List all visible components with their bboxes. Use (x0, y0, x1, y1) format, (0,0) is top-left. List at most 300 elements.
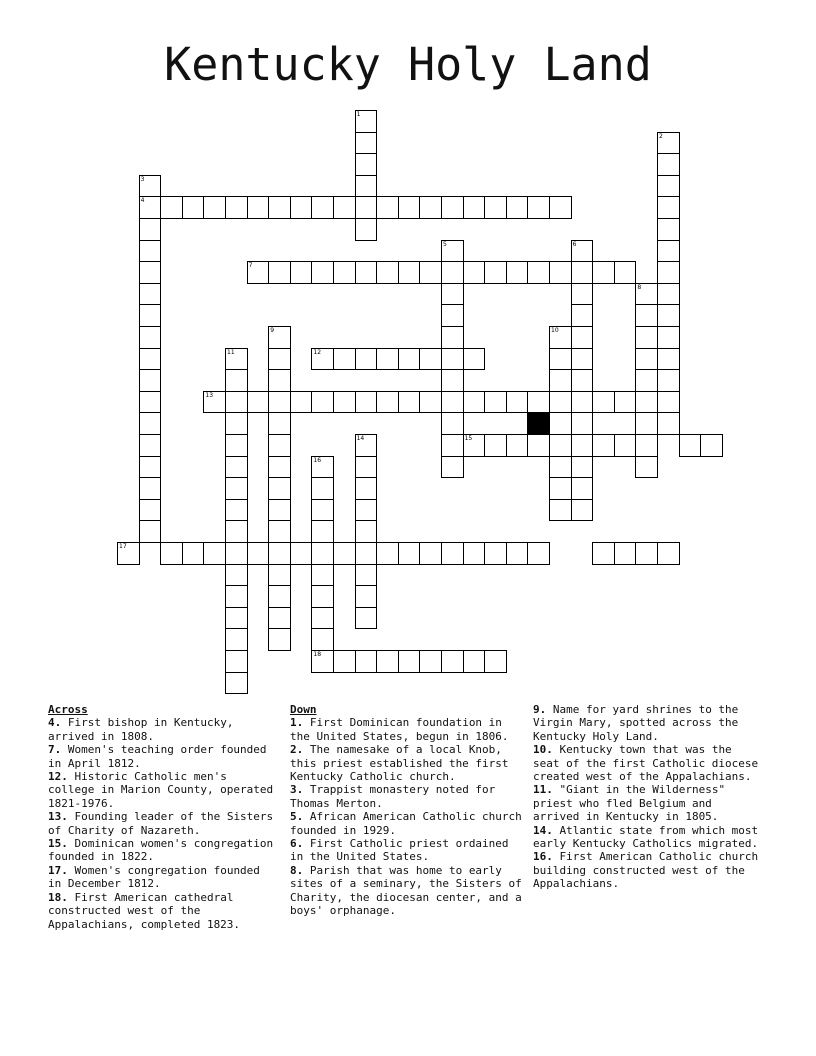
grid-cell[interactable] (571, 499, 594, 522)
grid-cell[interactable] (333, 391, 356, 414)
grid-cell[interactable] (657, 132, 680, 155)
grid-cell[interactable] (355, 132, 378, 155)
grid-cell[interactable] (182, 196, 205, 219)
grid-cell[interactable] (635, 283, 658, 306)
grid-cell[interactable] (635, 542, 658, 565)
grid-cell[interactable] (139, 434, 162, 457)
grid-cell[interactable] (225, 456, 248, 479)
clue-item (290, 743, 522, 783)
down-clues (290, 703, 522, 918)
grid-cell[interactable] (549, 369, 572, 392)
grid-cell[interactable] (527, 434, 550, 457)
clue-item-text: Atlantic state from which most early Kentucky Catholics migrated. (533, 823, 759, 851)
grid-cell[interactable] (290, 542, 313, 565)
clue-item-text: Name for yard shrines to the Virgin Mary, spotted across the Kentucky Holy Land. (533, 703, 739, 743)
grid-cell[interactable] (484, 650, 507, 673)
clue-item-number: 17. (48, 863, 68, 877)
grid-cell[interactable] (247, 261, 270, 284)
grid-cell[interactable] (571, 456, 594, 479)
grid-cell[interactable] (139, 348, 162, 371)
grid-cell[interactable] (484, 261, 507, 284)
grid-cell[interactable] (571, 240, 594, 263)
grid-cell[interactable] (506, 196, 529, 219)
across-clues (48, 703, 276, 931)
grid-cell[interactable] (549, 477, 572, 500)
grid-cell[interactable] (657, 369, 680, 392)
grid-cell[interactable] (635, 348, 658, 371)
grid-cell[interactable] (290, 196, 313, 219)
grid-cell[interactable] (311, 628, 334, 651)
grid-cell[interactable] (311, 456, 334, 479)
grid-cell[interactable] (139, 499, 162, 522)
grid-cell[interactable] (268, 348, 291, 371)
grid-cell[interactable] (635, 304, 658, 327)
grid-cell[interactable] (355, 585, 378, 608)
grid-cell[interactable] (139, 412, 162, 435)
grid-cell[interactable] (614, 434, 637, 457)
clue-item-number: 3. (290, 783, 304, 797)
clue-item-text: First Catholic priest ordained in the United States. (290, 837, 509, 864)
grid-cell[interactable] (355, 175, 378, 198)
grid-cell[interactable] (419, 391, 442, 414)
grid-cell[interactable] (657, 348, 680, 371)
grid-cell[interactable] (355, 607, 378, 630)
grid-cell[interactable] (268, 542, 291, 565)
down-list (290, 716, 522, 917)
grid-cell[interactable] (506, 391, 529, 414)
grid-cell[interactable] (268, 499, 291, 522)
grid-cell[interactable] (592, 261, 615, 284)
clue-number: 14 (356, 435, 365, 442)
grid-cell[interactable] (441, 369, 464, 392)
clue-item-number: 6. (290, 837, 304, 851)
grid-cell[interactable] (657, 261, 680, 284)
clue-item-number: 10. (533, 743, 553, 757)
grid-cell[interactable] (484, 391, 507, 414)
across-list (48, 716, 276, 931)
grid-cell[interactable] (268, 434, 291, 457)
grid-cell[interactable] (139, 261, 162, 284)
grid-cell[interactable] (506, 434, 529, 457)
clue-item-number: 12. (48, 770, 68, 784)
grid-cell[interactable] (571, 477, 594, 500)
grid-cell[interactable] (311, 650, 334, 673)
grid-cell[interactable] (463, 348, 486, 371)
clue-item (48, 810, 276, 837)
grid-cell[interactable] (376, 348, 399, 371)
clue-number: 10 (551, 327, 559, 334)
grid-cell[interactable] (355, 153, 378, 176)
clue-item (290, 716, 522, 743)
clue-item (48, 716, 276, 743)
grid-cell[interactable] (311, 391, 334, 414)
grid-cell[interactable] (139, 196, 162, 219)
clue-number: 18 (313, 651, 322, 658)
grid-cell[interactable] (614, 261, 637, 284)
grid-cell[interactable] (139, 326, 162, 349)
grid-cell[interactable] (635, 326, 658, 349)
down-list-continued (533, 703, 759, 891)
grid-cell[interactable] (311, 196, 334, 219)
clue-item-text: "Giant in the Wilderness" priest who fled Belgium and arrived in Kentucky in 1805. (533, 783, 726, 824)
grid-cell[interactable] (225, 564, 248, 587)
grid-cell[interactable] (549, 434, 572, 457)
grid-cell[interactable] (225, 499, 248, 522)
grid-cell[interactable] (355, 499, 378, 522)
clue-item-number: 14. (533, 823, 553, 837)
clue-item-text: African American Catholic church founded in 1929. (290, 810, 522, 837)
clue-item-text: First American cathedral constructed west of the Appalachians, completed 1823. (48, 890, 241, 931)
down-clues-continued (533, 703, 759, 891)
grid-cell[interactable] (333, 650, 356, 673)
grid-cell[interactable] (419, 261, 442, 284)
grid-cell[interactable] (700, 434, 723, 457)
grid-cell[interactable] (160, 542, 183, 565)
grid-cell[interactable] (463, 542, 486, 565)
grid-cell[interactable] (398, 542, 421, 565)
grid-cell[interactable] (657, 153, 680, 176)
grid-cell[interactable] (311, 348, 334, 371)
grid-cell[interactable] (463, 434, 486, 457)
grid-cell[interactable] (247, 391, 270, 414)
grid-cell[interactable] (355, 391, 378, 414)
grid-cell[interactable] (355, 196, 378, 219)
grid-cell[interactable] (635, 434, 658, 457)
grid-cell[interactable] (484, 196, 507, 219)
clue-number: 2 (659, 132, 663, 140)
clue-item-number: 18. (48, 890, 68, 904)
grid-cell[interactable] (247, 196, 270, 219)
grid-cell[interactable] (441, 326, 464, 349)
grid-cell[interactable] (657, 283, 680, 306)
grid-cell[interactable] (419, 650, 442, 673)
grid-cell[interactable] (549, 196, 572, 219)
grid-cell[interactable] (549, 391, 572, 414)
grid-cell[interactable] (355, 564, 378, 587)
clue-item (533, 783, 759, 823)
clue-item-text: Trappist monastery noted for Thomas Merton. (290, 783, 496, 810)
grid-cell[interactable] (268, 261, 291, 284)
grid-cell[interactable] (376, 196, 399, 219)
clue-number: 11 (227, 348, 235, 356)
grid-cell[interactable] (441, 650, 464, 673)
grid-cell[interactable] (463, 196, 486, 219)
grid-cell[interactable] (657, 412, 680, 435)
grid-cell[interactable] (203, 391, 226, 414)
grid-cell[interactable] (355, 456, 378, 479)
grid-cell[interactable] (614, 542, 637, 565)
grid-cell[interactable] (182, 542, 205, 565)
grid-cell[interactable] (290, 391, 313, 414)
grid-cell[interactable] (679, 434, 702, 457)
grid-cell[interactable] (355, 218, 378, 241)
grid-cell[interactable] (225, 369, 248, 392)
clue-item (533, 743, 759, 783)
grid-cell[interactable] (571, 412, 594, 435)
clue-item (48, 891, 276, 931)
grid-cell[interactable] (333, 542, 356, 565)
clue-number: 9 (270, 327, 275, 334)
clue-item (48, 770, 276, 810)
clue-number: 7 (248, 262, 253, 270)
grid-cell[interactable] (268, 607, 291, 630)
grid-cell[interactable] (268, 628, 291, 651)
grid-cell[interactable] (139, 283, 162, 306)
clue-item (290, 837, 522, 864)
grid-cell[interactable] (355, 110, 378, 133)
grid-cell[interactable] (225, 650, 248, 673)
clue-item (48, 837, 276, 864)
grid-cell[interactable] (657, 304, 680, 327)
grid-cell[interactable] (463, 391, 486, 414)
grid-cell[interactable] (290, 261, 313, 284)
clue-item-text: First bishop in Kentucky, arrived in 1808. (48, 716, 234, 743)
grid-cell[interactable] (225, 196, 248, 219)
grid-cell[interactable] (484, 434, 507, 457)
grid-cell[interactable] (657, 218, 680, 241)
clue-item-text: Women's teaching order founded in April 1812. (48, 743, 267, 770)
grid-cell[interactable] (333, 348, 356, 371)
clue-item (290, 783, 522, 810)
grid-cell[interactable] (311, 585, 334, 608)
down-heading: Down (290, 703, 317, 716)
grid-cell[interactable] (398, 196, 421, 219)
clue-item-text: Women's congregation founded in December 1812. (48, 863, 260, 891)
grid-cell[interactable] (117, 542, 140, 565)
grid-cell[interactable] (203, 542, 226, 565)
grid-cell[interactable] (225, 607, 248, 630)
grid-cell[interactable] (657, 240, 680, 263)
grid-cell[interactable] (333, 261, 356, 284)
clue-item-number: 11. (533, 783, 553, 797)
grid-cell[interactable] (225, 391, 248, 414)
grid-cell[interactable] (549, 326, 572, 349)
grid-cell[interactable] (398, 391, 421, 414)
grid-cell[interactable] (225, 477, 248, 500)
grid-cell[interactable] (527, 196, 550, 219)
grid-cell[interactable] (225, 348, 248, 371)
grid-cell[interactable] (635, 412, 658, 435)
grid-cell[interactable] (463, 261, 486, 284)
clue-number: 16 (313, 456, 322, 464)
grid-cell[interactable] (549, 261, 572, 284)
across-heading: Across (48, 703, 88, 716)
clue-item-text: Parish that was home to early sites of a seminary, the Sisters of Charity, the diocesan center, and a boys' orphanage. (290, 863, 522, 918)
grid-cell[interactable] (571, 283, 594, 306)
clue-item-text: First American Catholic church building constructed west of the Appalachians. (533, 850, 759, 891)
grid-cell[interactable] (268, 585, 291, 608)
grid-cell[interactable] (225, 412, 248, 435)
grid-cell[interactable] (592, 434, 615, 457)
grid-cell[interactable] (311, 477, 334, 500)
grid-cell[interactable] (657, 391, 680, 414)
grid-cell[interactable] (376, 391, 399, 414)
clue-item-text: Founding leader of the Sisters of Charity of Nazareth. (48, 810, 274, 837)
grid-cell[interactable] (441, 261, 464, 284)
grid-cell[interactable] (463, 650, 486, 673)
grid-cell[interactable] (527, 391, 550, 414)
grid-cell[interactable] (139, 240, 162, 263)
clue-number: 15 (464, 435, 473, 442)
grid-cell[interactable] (549, 456, 572, 479)
grid-cell[interactable] (139, 391, 162, 414)
grid-cell[interactable] (571, 326, 594, 349)
grid-cell[interactable] (355, 650, 378, 673)
grid-cell[interactable] (139, 175, 162, 198)
grid-cell[interactable] (203, 196, 226, 219)
grid-cell[interactable] (139, 218, 162, 241)
grid-cell[interactable] (592, 391, 615, 414)
grid-cell[interactable] (441, 434, 464, 457)
clue-item-number: 5. (290, 810, 304, 824)
grid-cell[interactable] (268, 412, 291, 435)
grid-cell[interactable] (592, 542, 615, 565)
grid-cell[interactable] (225, 672, 248, 695)
grid-cell[interactable] (398, 650, 421, 673)
grid-cell[interactable] (139, 456, 162, 479)
grid-cell[interactable] (311, 607, 334, 630)
grid-cell[interactable] (268, 564, 291, 587)
grid-cell[interactable] (247, 542, 270, 565)
grid-cell[interactable] (268, 196, 291, 219)
grid-cell[interactable] (549, 412, 572, 435)
grid-cell[interactable] (225, 542, 248, 565)
grid-cell[interactable] (657, 542, 680, 565)
grid-cell[interactable] (355, 477, 378, 500)
clue-item-number: 4. (48, 716, 62, 730)
grid-cell[interactable] (268, 520, 291, 543)
grid-cell[interactable] (635, 369, 658, 392)
grid-cell[interactable] (441, 304, 464, 327)
grid-cell[interactable] (268, 326, 291, 349)
grid-cell[interactable] (268, 391, 291, 414)
grid-cell[interactable] (355, 261, 378, 284)
grid-cell[interactable] (635, 391, 658, 414)
grid-cell[interactable] (571, 261, 594, 284)
clue-number: 3 (140, 175, 145, 183)
grid-cell[interactable] (527, 261, 550, 284)
grid-cell[interactable] (376, 650, 399, 673)
grid-cell[interactable] (484, 542, 507, 565)
grid-cell[interactable] (311, 564, 334, 587)
grid-cell[interactable] (549, 348, 572, 371)
clue-number: 8 (637, 283, 642, 291)
grid-cell[interactable] (268, 369, 291, 392)
clue-item (290, 810, 522, 837)
clue-item-number: 7. (48, 743, 62, 757)
grid-block (527, 412, 550, 435)
clue-item-text: Kentucky town that was the seat of the first Catholic diocese created west of the Appalachians. (533, 743, 759, 784)
clue-item-number: 13. (48, 810, 68, 824)
clue-item-number: 1. (290, 716, 304, 730)
grid-cell[interactable] (614, 391, 637, 414)
clue-number: 13 (205, 391, 214, 399)
clue-item-text: First Dominican foundation in the United States, begun in 1806. (290, 716, 509, 743)
grid-cell[interactable] (441, 542, 464, 565)
clue-number: 5 (443, 240, 447, 248)
grid-cell[interactable] (419, 196, 442, 219)
clue-item-text: The namesake of a local Knob, this priest established the first Kentucky Catholic church. (290, 743, 509, 784)
grid-cell[interactable] (160, 196, 183, 219)
grid-cell[interactable] (311, 520, 334, 543)
grid-cell[interactable] (571, 304, 594, 327)
clue-number: 6 (572, 240, 577, 248)
grid-cell[interactable] (225, 628, 248, 651)
clue-item-number: 9. (533, 703, 547, 716)
puzzle-title: Kentucky Holy Land (164, 38, 652, 91)
grid-cell[interactable] (333, 196, 356, 219)
clue-item (533, 824, 759, 851)
grid-cell[interactable] (419, 542, 442, 565)
grid-cell[interactable] (268, 477, 291, 500)
clue-item (533, 850, 759, 890)
grid-cell[interactable] (398, 348, 421, 371)
grid-cell[interactable] (441, 456, 464, 479)
grid-cell[interactable] (355, 520, 378, 543)
clue-item-text: Dominican women's congregation founded in 1822. (48, 837, 274, 864)
clue-item-number: 15. (48, 837, 68, 851)
grid-cell[interactable] (311, 261, 334, 284)
grid-cell[interactable] (506, 542, 529, 565)
clue-number: 4 (140, 197, 145, 205)
grid-cell[interactable] (441, 412, 464, 435)
grid-cell[interactable] (139, 369, 162, 392)
grid-cell[interactable] (571, 391, 594, 414)
grid-cell[interactable] (441, 348, 464, 371)
grid-cell[interactable] (225, 520, 248, 543)
grid-cell[interactable] (441, 391, 464, 414)
grid-cell[interactable] (571, 369, 594, 392)
grid-cell[interactable] (355, 434, 378, 457)
clue-number: 12 (313, 348, 322, 356)
grid-cell[interactable] (441, 283, 464, 306)
grid-cell[interactable] (139, 520, 162, 543)
grid-cell[interactable] (311, 542, 334, 565)
clue-item-number: 8. (290, 863, 304, 877)
grid-cell[interactable] (571, 348, 594, 371)
grid-cell[interactable] (441, 196, 464, 219)
grid-cell[interactable] (376, 261, 399, 284)
grid-cell[interactable] (419, 348, 442, 371)
clue-number: 1 (356, 111, 361, 118)
grid-cell[interactable] (441, 240, 464, 263)
clue-item-text: Historic Catholic men's college in Marion County, operated 1821-1976. (48, 770, 274, 810)
grid-cell[interactable] (311, 499, 334, 522)
clue-item-number: 2. (290, 743, 304, 757)
grid-cell[interactable] (355, 542, 378, 565)
grid-cell[interactable] (657, 196, 680, 219)
grid-cell[interactable] (527, 542, 550, 565)
grid-cell[interactable] (225, 434, 248, 457)
clue-number: 17 (119, 543, 127, 550)
grid-cell[interactable] (398, 261, 421, 284)
grid-cell[interactable] (268, 456, 291, 479)
grid-cell[interactable] (506, 261, 529, 284)
grid-cell[interactable] (657, 175, 680, 198)
grid-cell[interactable] (139, 304, 162, 327)
grid-cell[interactable] (376, 542, 399, 565)
grid-cell[interactable] (635, 456, 658, 479)
grid-cell[interactable] (139, 477, 162, 500)
clue-item (48, 864, 276, 891)
grid-cell[interactable] (657, 326, 680, 349)
grid-cell[interactable] (355, 348, 378, 371)
clue-item (48, 743, 276, 770)
clue-item-number: 16. (533, 850, 553, 864)
grid-cell[interactable] (225, 585, 248, 608)
grid-cell[interactable] (549, 499, 572, 522)
grid-cell[interactable] (571, 434, 594, 457)
